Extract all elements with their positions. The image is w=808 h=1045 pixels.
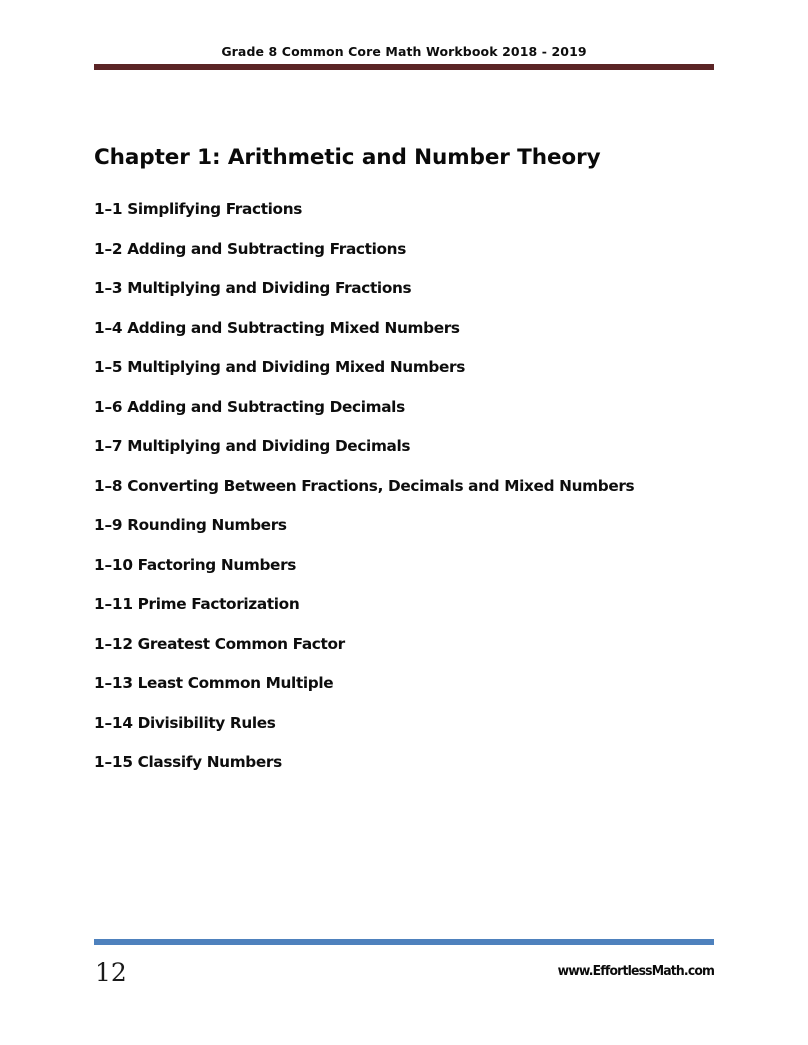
list-item-number: 1–2 bbox=[94, 239, 123, 258]
list-item bbox=[94, 477, 734, 517]
list-item bbox=[94, 674, 734, 714]
list-item-number: 1–7 bbox=[94, 437, 123, 455]
list-item-number: 1–9 bbox=[94, 516, 123, 534]
page-number: 12 bbox=[95, 958, 127, 987]
list-item-number: 1–15 bbox=[94, 753, 133, 771]
list-item bbox=[94, 753, 734, 793]
table-of-contents bbox=[94, 200, 734, 793]
list-item-label: Divisibility Rules bbox=[137, 713, 276, 732]
list-item-number: 1–6 bbox=[94, 397, 123, 416]
list-item bbox=[94, 279, 734, 319]
list-item-number: 1–13 bbox=[94, 674, 133, 692]
list-item-label: Adding and Subtracting Fractions bbox=[127, 239, 406, 258]
list-item bbox=[94, 398, 734, 438]
list-item-label: Adding and Subtracting Mixed Numbers bbox=[127, 318, 460, 337]
list-item-label: Multiplying and Dividing Mixed Numbers bbox=[127, 358, 465, 376]
list-item-label: Least Common Multiple bbox=[137, 674, 334, 692]
list-item-number: 1–1 bbox=[94, 200, 123, 218]
list-item bbox=[94, 358, 734, 398]
footer-divider bbox=[94, 939, 714, 945]
list-item bbox=[94, 714, 734, 754]
list-item bbox=[94, 240, 734, 280]
list-item bbox=[94, 635, 734, 675]
list-item bbox=[94, 516, 734, 556]
list-item-label: Rounding Numbers bbox=[127, 516, 287, 534]
list-item-number: 1–10 bbox=[94, 555, 133, 574]
list-item bbox=[94, 556, 734, 596]
list-item-label: Adding and Subtracting Decimals bbox=[127, 397, 405, 416]
list-item-number: 1–14 bbox=[94, 713, 133, 732]
list-item-label: Greatest Common Factor bbox=[137, 634, 345, 653]
page-title: Chapter 1: Arithmetic and Number Theory bbox=[94, 145, 601, 171]
list-item-number: 1–11 bbox=[94, 595, 133, 613]
list-item-number: 1–5 bbox=[94, 358, 123, 376]
list-item-number: 1–12 bbox=[94, 634, 133, 653]
list-item bbox=[94, 595, 734, 635]
list-item bbox=[94, 437, 734, 477]
list-item-number: 1–4 bbox=[94, 318, 123, 337]
list-item-label: Multiplying and Dividing Decimals bbox=[127, 437, 411, 455]
header-divider bbox=[94, 64, 714, 70]
running-head: Grade 8 Common Core Math Workbook 2018 - 2019 bbox=[221, 44, 587, 59]
site-url: www.EffortlessMath.com bbox=[557, 963, 714, 979]
list-item-number: 1–8 bbox=[94, 476, 123, 495]
list-item-label: Converting Between Fractions, Decimals and Mixed Numbers bbox=[127, 476, 635, 495]
list-item bbox=[94, 200, 734, 240]
list-item-label: Multiplying and Dividing Fractions bbox=[127, 279, 412, 297]
list-item-number: 1–3 bbox=[94, 279, 123, 297]
list-item-label: Classify Numbers bbox=[137, 753, 282, 771]
list-item-label: Simplifying Fractions bbox=[127, 200, 303, 218]
list-item-label: Prime Factorization bbox=[137, 595, 300, 613]
list-item-label: Factoring Numbers bbox=[137, 555, 297, 574]
list-item bbox=[94, 319, 734, 359]
